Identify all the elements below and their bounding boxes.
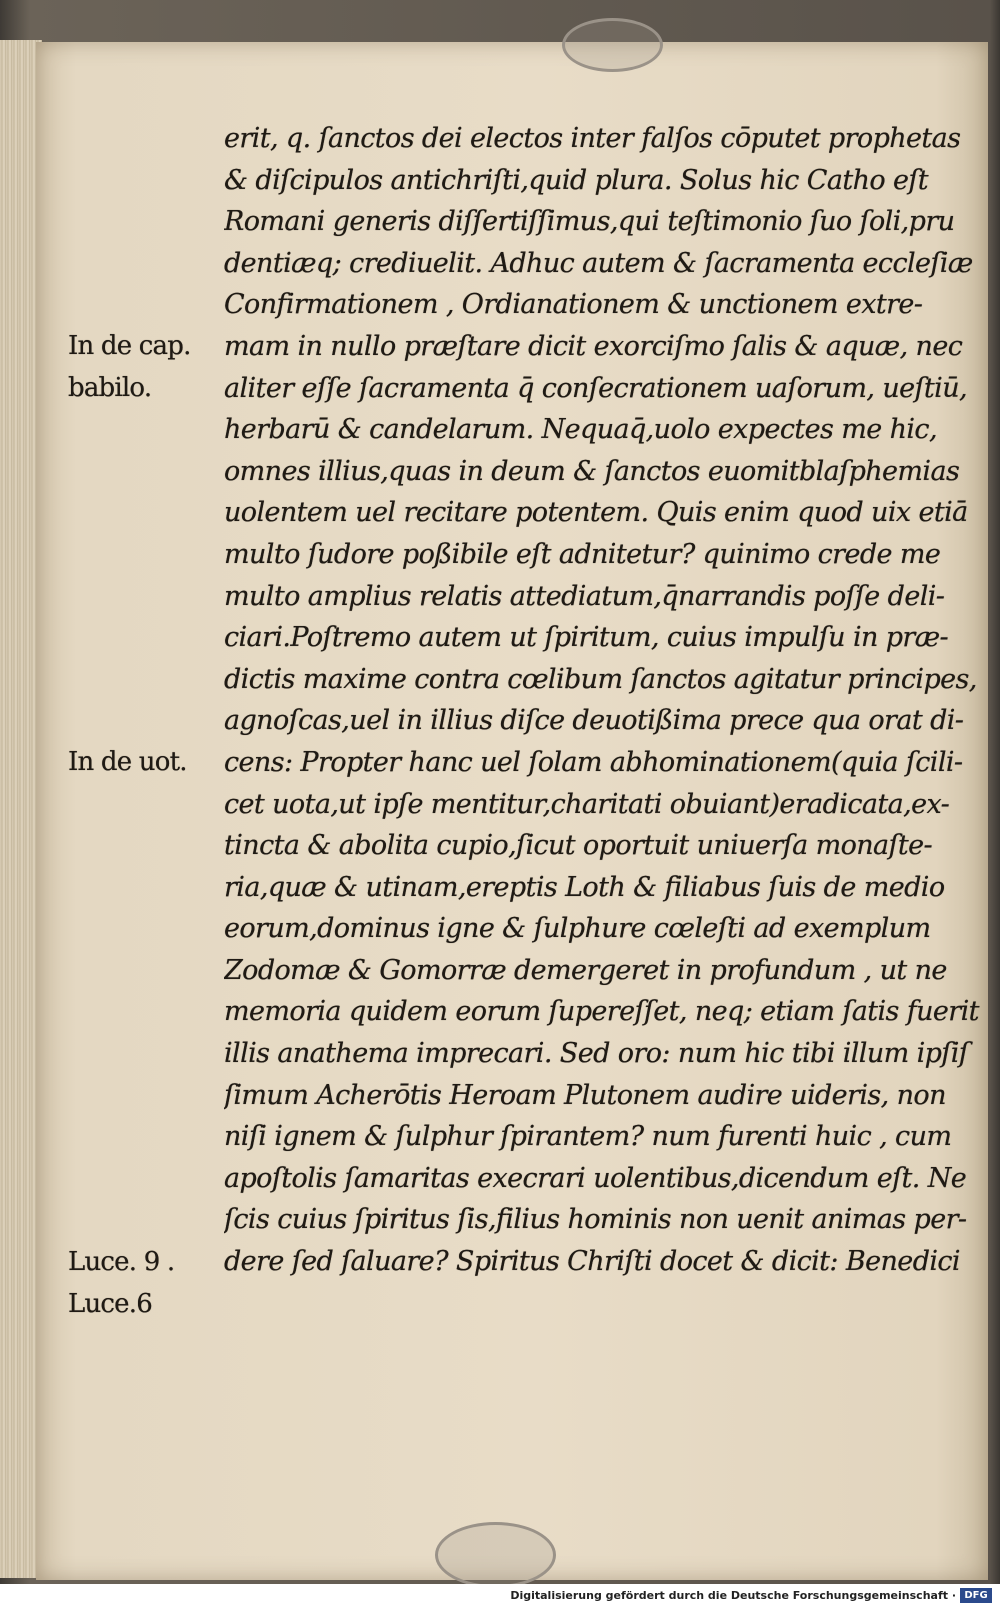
text-line: herbarū & candelarum. Nequaq̄,uolo expectes me hic, — [224, 414, 937, 446]
text-line: eorum,dominus igne & ſulphure cœleſti ad exemplum — [224, 913, 931, 945]
text-line: ſimum Acherōtis Heroam Plutonem audire uideris, non — [224, 1079, 946, 1111]
marginal-note-luce-9: Luce. 9 . — [68, 1247, 175, 1277]
text-line: mam in nullo præſtare dicit exorciſmo ſalis & aquæ, nec — [224, 330, 963, 362]
page-clip-top — [562, 18, 663, 72]
text-line: memoria quidem eorum ſupereſſet, neq; etiam ſatis fuerit — [224, 996, 979, 1028]
text-line: Confirmationem , Ordianationem & unctionem extre- — [224, 289, 923, 321]
text-line: tincta & abolita cupio,ſicut oportuit uniuerſa monaſte- — [224, 830, 933, 862]
marginal-note-luce-6: Luce.6 — [68, 1289, 152, 1319]
dfg-logo: DFG — [960, 1588, 992, 1603]
text-line: Romani generis diſſertiſſimus,qui teſtimonio ſuo ſoli,pru — [224, 206, 955, 238]
text-line: ſcis cuius ſpiritus ſis,filius hominis non uenit animas per- — [224, 1204, 967, 1236]
text-line: multo amplius relatis attediatum,q̄narrandis poſſe deli- — [224, 580, 945, 612]
marginal-note-babilo: babilo. — [68, 373, 152, 403]
text-line: ria,quæ & utinam,ereptis Loth & filiabus ſuis de medio — [224, 871, 945, 903]
marginal-note-in-de-uot: In de uot. — [68, 747, 187, 777]
text-line: multo ſudore poßibile eſt adnitetur? quinimo crede me — [224, 538, 941, 570]
marginal-note-in-de-cap: In de cap. — [68, 331, 191, 361]
text-line: Zodomæ & Gomorræ demergeret in profundum , ut ne — [224, 954, 947, 986]
footer-credit: Digitalisierung gefördert durch die Deutsche Forschungsgemeinschaft · — [510, 1589, 956, 1602]
text-line: ciari.Poſtremo autem ut ſpiritum, cuius impulſu in præ- — [224, 622, 949, 654]
text-line: dere ſed ſaluare? Spiritus Chriſti docet & dicit: Benedici — [224, 1246, 960, 1278]
text-line: uolentem uel recitare potentem. Quis enim quod uix etiā — [224, 497, 968, 529]
text-line: aliter eſſe ſacramenta q̄ conſecrationem uaſorum, ueſtiū, — [224, 372, 967, 404]
text-line: illis anathema imprecari. Sed oro: num hic tibi illum ipſiſ — [224, 1038, 969, 1070]
text-line: dentiæq; crediuelit. Adhuc autem & ſacramenta eccleſiæ — [224, 247, 973, 279]
text-line: omnes illius,quas in deum & ſanctos euomitblaſphemias — [224, 455, 960, 487]
text-line: erit, q. ſanctos dei electos inter falſos cōputet prophetas — [224, 123, 961, 154]
text-line: cet uota,ut ipſe mentitur,charitati obuiant)eradicata,ex- — [224, 788, 950, 820]
main-text-block — [224, 118, 984, 1283]
text-line: dictis maxime contra cœlibum ſanctos agitatur principes, — [224, 663, 977, 695]
digitization-footer — [0, 1584, 1000, 1608]
text-line: cens: Propter hanc uel ſolam abhominationem(quia ſcili- — [224, 746, 963, 778]
text-line: agnoſcas,uel in illius diſce deuotißima prece qua orat di- — [224, 705, 964, 737]
page-clip-bottom — [435, 1522, 556, 1588]
text-line: & diſcipulos antichriſti,quid plura. Solus hic Catho eſt — [224, 164, 929, 196]
text-line: niſi ignem & ſulphur ſpirantem? num furenti huic , cum — [224, 1121, 952, 1153]
text-line: apoſtolis ſamaritas execrari uolentibus,dicendum eſt. Ne — [224, 1162, 967, 1194]
